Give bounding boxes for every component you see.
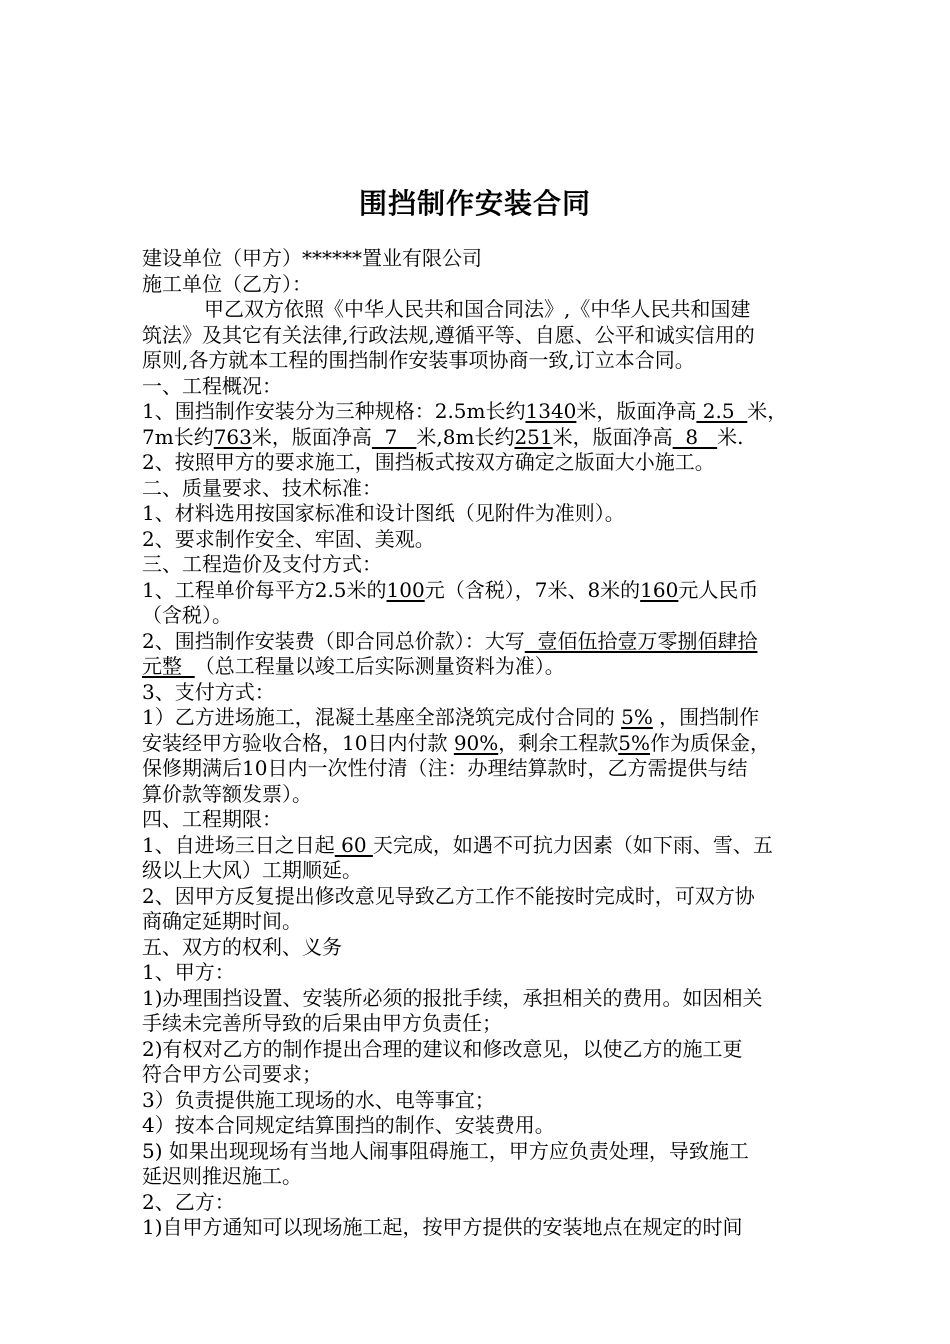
section-heading: 四、工程期限： <box>142 807 282 831</box>
clause-text: 安装经甲方验收合格，10日内付款 <box>142 730 454 755</box>
clause-text: 天完成，如遇不可抗力因素（如下雨、雪、五 <box>372 832 773 857</box>
preamble-line: 筑法》及其它有关法律,行政法规,遵循平等、自愿、公平和诚实信用的 <box>142 322 755 347</box>
filled-value: 160 <box>640 577 679 602</box>
filled-value: 100 <box>386 577 425 602</box>
clause-line: 商确定延期时间。 <box>142 909 302 933</box>
section-heading: 三、工程造价及支付方式： <box>142 552 382 576</box>
clause-text: 米，版面净高 <box>552 424 673 449</box>
filled-value: 5% <box>621 705 653 729</box>
section-heading: 二、质量要求、技术标准： <box>142 475 382 500</box>
filled-value: 5% <box>618 730 650 755</box>
filled-value: 1340 <box>525 399 577 423</box>
party-a-line: 建设单位（甲方）******置业有限公司 <box>142 246 482 270</box>
section-heading: 一、工程概况： <box>142 373 282 398</box>
clause-text: 1、自进场三日之日起 <box>142 832 335 857</box>
clause-line: 2、按照甲方的要求施工，围挡板式按双方确定之版面大小施工。 <box>142 450 715 474</box>
party-b-line: 施工单位（乙方）： <box>142 271 312 296</box>
clause-text: 1）乙方进场施工，混凝土基座全部浇筑完成付合同的 <box>142 705 622 729</box>
clause-line: 2、因甲方反复提出修改意见导致乙方工作不能按时完成时，可双方协 <box>142 883 755 908</box>
filled-value: 60 <box>334 832 373 857</box>
clause-line: 符合甲方公司要求； <box>142 1062 322 1086</box>
clause-text: 米， <box>747 399 788 423</box>
clause-line: 2、乙方： <box>142 1189 235 1214</box>
clause-text: 米，版面净高 <box>576 399 697 423</box>
clause-text: （总工程量以竣工后实际测量资料为准）。 <box>194 654 565 678</box>
clause-text: ，围挡制作 <box>652 705 760 729</box>
clause-line: 3）负责提供施工现场的水、电等事宜； <box>142 1087 495 1112</box>
clause-line: 2)有权对乙方的制作提出合理的建议和修改意见，以使乙方的施工更 <box>142 1036 743 1061</box>
clause-line: （含税）。 <box>142 603 232 627</box>
clause-text: 米,8m长约 <box>416 424 515 449</box>
clause-line: 算价款等额发票）。 <box>142 781 312 806</box>
clause-line <box>142 731 822 757</box>
filled-value: 元整 <box>142 654 195 678</box>
clause-text: 1、围挡制作安装分为三种规格：2.5m长约 <box>142 399 526 423</box>
clause-line: 1)办理围挡设置、安装所必须的报批手续，承担相关的费用。如因相关 <box>142 985 763 1010</box>
clause-text: 2、围挡制作安装费（即合同总价款）：大写 <box>142 628 525 653</box>
clause-line <box>142 399 822 425</box>
clause-text: 作为质保金， <box>650 730 770 755</box>
clause-line: 延迟则推迟施工。 <box>142 1164 302 1188</box>
clause-text: ，剩余工程款 <box>498 730 619 755</box>
section-heading: 五、双方的权利、义务 <box>142 934 342 959</box>
clause-line: 1、材料选用按国家标准和设计图纸（见附件为准则）。 <box>142 501 625 525</box>
document-title: 围挡制作安装合同 <box>358 187 591 220</box>
clause-line: 手续未完善所导致的后果由甲方负责任； <box>142 1011 502 1035</box>
preamble-line: 原则,各方就本工程的围挡制作安装事项协商一致,订立本合同。 <box>142 348 695 372</box>
filled-value: 763 <box>213 424 252 449</box>
filled-value: 2.5 <box>696 399 748 423</box>
clause-line <box>142 425 822 451</box>
filled-value: 251 <box>514 424 553 449</box>
clause-line <box>142 833 822 859</box>
clause-line <box>142 654 822 680</box>
clause-line <box>142 705 822 731</box>
clause-line: 5) 如果出现现场有当地人闹事阻碍施工，甲方应负责处理，导致施工 <box>142 1138 749 1163</box>
preamble-line: 甲乙双方依照《中华人民共和国合同法》,《中华人民共和国建 <box>204 297 751 321</box>
clause-line: 1)自甲方通知可以现场施工起，按甲方提供的安装地点在规定的时间 <box>142 1215 743 1239</box>
clause-line: 级以上大风）工期顺延。 <box>142 858 362 882</box>
contract-body <box>142 246 822 1241</box>
filled-value: 壹佰伍拾壹万零捌佰肆拾 <box>524 628 758 653</box>
clause-line: 1、甲方： <box>142 960 235 984</box>
clause-line: 3、支付方式： <box>142 679 275 704</box>
filled-value: 7 <box>371 424 417 449</box>
clause-text: 米，版面净高 <box>251 424 372 449</box>
clause-text: 1、工程单价每平方2.5米的 <box>142 577 387 602</box>
clause-line <box>142 578 822 604</box>
filled-value: 8 <box>672 424 718 449</box>
clause-line <box>142 629 822 655</box>
clause-text: 米. <box>717 424 744 449</box>
clause-line: 4）按本合同规定结算围挡的制作、安装费用。 <box>142 1113 555 1137</box>
clause-text: 7m长约 <box>142 424 214 449</box>
clause-text: 元人民币 <box>678 577 759 602</box>
filled-value: 90% <box>453 730 499 755</box>
clause-line: 保修期满后10日内一次性付清（注：办理结算款时，乙方需提供与结 <box>142 756 748 780</box>
clause-line: 2、要求制作安全、牢固、美观。 <box>142 526 435 551</box>
clause-text: 元（含税），7米、8米的 <box>424 577 641 602</box>
